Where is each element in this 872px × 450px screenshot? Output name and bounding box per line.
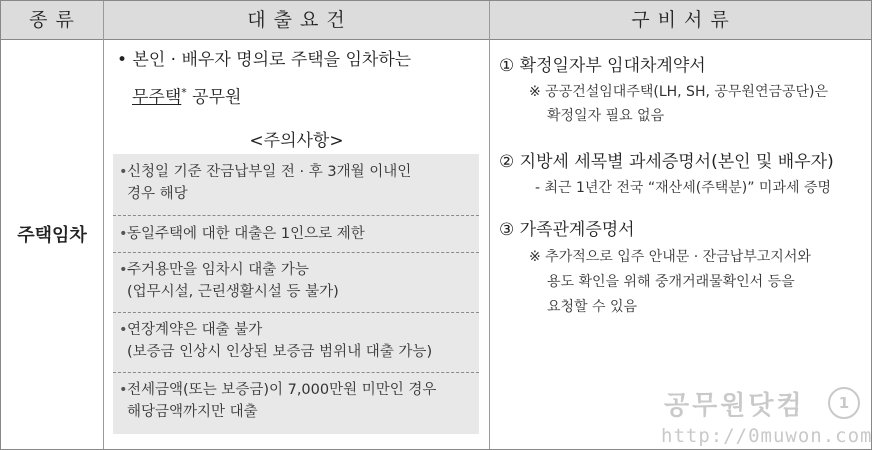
- condition-main-line2: [132, 78, 241, 113]
- note-bullet: •: [119, 322, 128, 338]
- note-divider: [113, 372, 479, 373]
- caution-note: [113, 259, 479, 303]
- header-conditions: 대 출 요 건: [247, 9, 346, 31]
- document-note: ※ 추가적으로 입주 안내문 · 잔금납부고지서와: [529, 249, 811, 265]
- header-type: 종 류: [29, 9, 75, 31]
- condition-main-rest: 공무원: [186, 87, 242, 108]
- note-bullet: •: [119, 226, 128, 242]
- watermark-circle-icon: 1: [828, 387, 860, 419]
- watermark-brand: 공무원닷컴: [664, 391, 805, 421]
- column-divider: [489, 1, 490, 449]
- document-note: - 최근 1년간 전국 “재산세(주택분)” 미과세 증명: [535, 180, 831, 196]
- note-divider: [113, 215, 479, 216]
- note-bullet: •: [119, 382, 128, 398]
- document-note: ※ 공공건설임대주택(LH, SH, 공무원연금공단)은: [529, 84, 829, 100]
- asterisk-mark: *: [181, 86, 187, 99]
- note-line: 경우 해당: [127, 186, 188, 202]
- caution-note: [113, 161, 479, 205]
- document-note: 용도 확인을 위해 중개거래물확인서 등을: [547, 274, 795, 290]
- note-line: (보증금 인상시 인상된 보증금 범위내 대출 가능): [127, 344, 433, 360]
- note-line: 해당금액까지만 대출: [127, 404, 258, 420]
- homeless-term: 무주택: [132, 87, 182, 108]
- document-note: 확정일자 필요 없음: [547, 108, 665, 124]
- note-line: 동일주택에 대한 대출은 1인으로 제한: [127, 226, 365, 242]
- caution-note: [113, 223, 479, 245]
- caution-note: [113, 319, 479, 363]
- caution-title: <주의사항>: [249, 131, 344, 151]
- header-documents: 구 비 서 류: [631, 9, 730, 31]
- note-line: 연장계약은 대출 불가: [127, 322, 263, 338]
- caution-note: [113, 379, 479, 423]
- document-title: ③ 가족관계증명서: [499, 220, 635, 240]
- note-line: (업무시설, 근린생활시설 등 불가): [127, 284, 339, 300]
- watermark-url: http://0muwon.com: [661, 425, 872, 447]
- note-divider: [113, 312, 479, 313]
- column-divider: [103, 1, 104, 449]
- note-divider: [113, 252, 479, 253]
- document-title: ② 지방세 세목별 과세증명서(본인 및 배우자): [499, 152, 834, 172]
- document-title: ① 확정일자부 임대차계약서: [499, 56, 706, 76]
- condition-main-line1: • 본인 · 배우자 명의로 주택을 임차하는: [117, 50, 412, 70]
- note-bullet: •: [119, 262, 128, 278]
- note-line: 주거용만을 임차시 대출 가능: [127, 262, 309, 278]
- note-line: 전세금액(또는 보증금)이 7,000만원 미만인 경우: [127, 382, 437, 398]
- document-note: 요청할 수 있음: [547, 299, 638, 315]
- note-bullet: •: [119, 164, 128, 180]
- loan-type-label: 주택임차: [17, 225, 87, 246]
- note-line: 신청일 기준 잔금납부일 전 · 후 3개월 이내인: [127, 164, 412, 180]
